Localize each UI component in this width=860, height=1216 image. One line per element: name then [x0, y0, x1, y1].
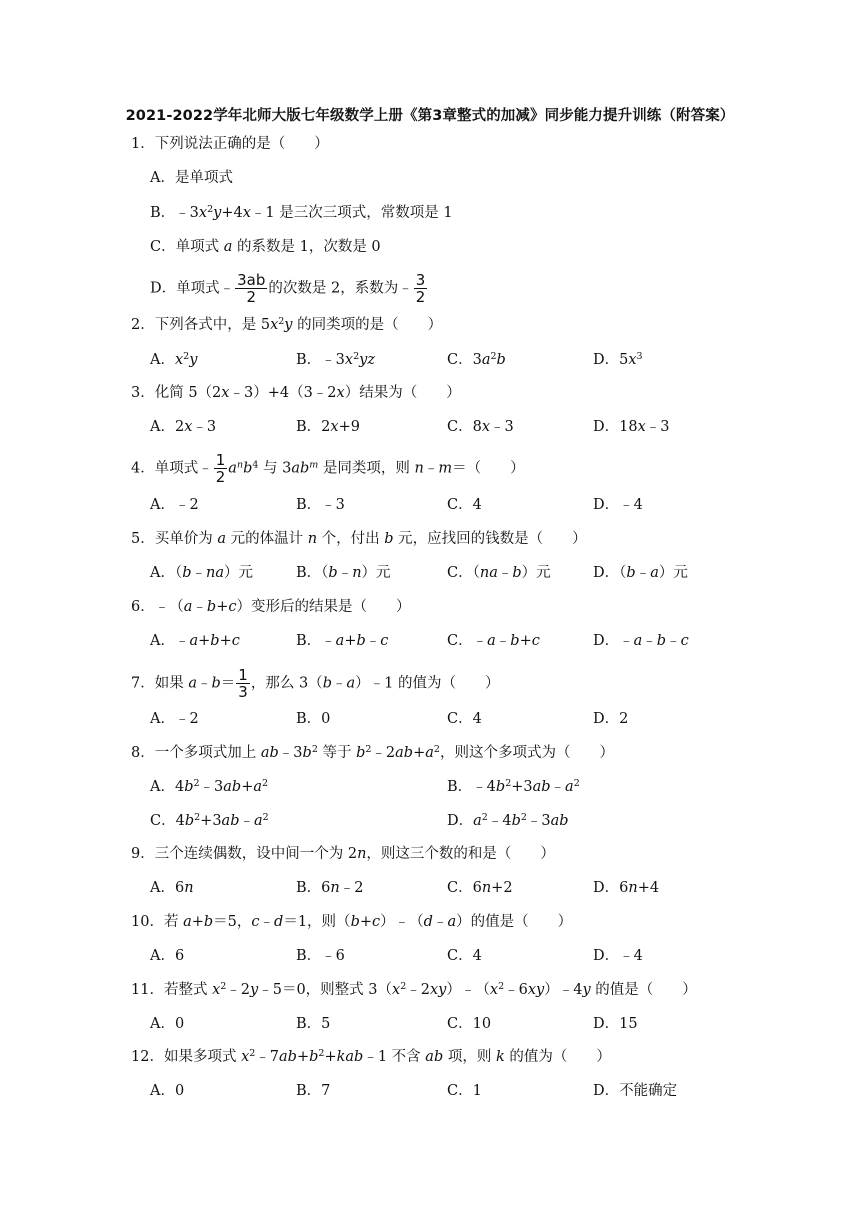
- question-10-option-c: C．4: [447, 948, 482, 964]
- question-9-option-a: A．6n: [150, 880, 194, 896]
- question-9-stem: 9．三个连续偶数，设中间一个为 2n，则这三个数的和是（ ）: [131, 846, 555, 862]
- question-6-option-d: D．﹣a﹣b﹣c: [593, 633, 689, 649]
- question-7-option-d: D．2: [593, 711, 629, 727]
- question-7-option-a: A．﹣2: [150, 711, 199, 727]
- question-4-option-b: B．﹣3: [296, 497, 345, 513]
- question-6-stem: 6．﹣（a﹣b+c）变形后的结果是（ ）: [131, 599, 411, 615]
- document-title: 2021-2022学年北师大版七年级数学上册《第3章整式的加减》同步能力提升训练（附答案）: [125, 108, 735, 124]
- question-11-option-a: A．0: [150, 1016, 185, 1032]
- question-2-option-d: D．$5x^3$: [593, 351, 643, 368]
- question-10-option-a: A．6: [150, 948, 185, 964]
- question-4-option-d: D．﹣4: [593, 497, 643, 513]
- question-12-option-c: C．1: [447, 1083, 482, 1099]
- question-1-option-b: B．$﹣3x^2y+4x﹣1$ 是三次三项式，常数项是 1: [150, 204, 453, 221]
- question-4-option-a: A．﹣2: [150, 497, 199, 513]
- question-3-stem: 3．化简 5（2x﹣3）+4（3﹣2x）结果为（ ）: [131, 385, 461, 401]
- fraction-1-over-3: $\frac{1}{3}$: [238, 666, 248, 701]
- question-11-option-c: C．10: [447, 1016, 492, 1032]
- question-5-option-a: A．（b﹣na）元: [150, 565, 254, 581]
- question-9-option-d: D．6n+4: [593, 880, 660, 896]
- fraction-1-over-2: $\frac{1}{2}$: [215, 451, 226, 486]
- question-12-option-a: A．0: [150, 1083, 185, 1099]
- question-7-option-c: C．4: [447, 711, 482, 727]
- question-10-option-d: D．﹣4: [593, 948, 643, 964]
- question-9-option-c: C．6n+2: [447, 880, 513, 896]
- question-5-stem: 5．买单价为 a 元的体温计 n 个，付出 b 元，应找回的钱数是（ ）: [131, 531, 587, 547]
- question-2-option-a: A．$x^2y$: [150, 351, 198, 368]
- question-8-option-c: C．$4b^2+3ab﹣a^2$: [150, 812, 269, 829]
- question-2-option-b: B．$﹣3x^2yz$: [296, 351, 375, 368]
- question-11-stem: 11．若整式 $x^2﹣2y﹣5=0$，则整式 $3(x^2﹣2xy)﹣(x^2﹣6xy)﹣4y$ 的值是（ ）: [131, 981, 697, 998]
- question-2-stem: 2．下列各式中，是 $5x^2y$ 的同类项的是（ ）: [131, 316, 443, 333]
- question-10-stem: 10．若 a+b＝5，c﹣d＝1，则（b+c）﹣（d﹣a）的值是（ ）: [131, 914, 573, 930]
- question-1-option-a: A．是单项式: [150, 170, 233, 186]
- question-5-option-d: D．（b﹣a）元: [593, 565, 688, 581]
- question-8-stem: 8．一个多项式加上 $ab﹣3b^2$ 等于 $b^2﹣2ab+a^2$，则这个多项式为（ ）: [131, 744, 614, 761]
- question-8-option-d: D．$a^2﹣4b^2﹣3ab$: [447, 812, 569, 829]
- question-12-option-b: B．7: [296, 1083, 331, 1099]
- question-4-option-c: C．4: [447, 497, 482, 513]
- question-1-option-d: D．单项式﹣ $\frac{3ab}{2}$ 的次数是 2，系数为﹣ $\frac{3}{2}$: [150, 271, 426, 306]
- question-1-stem: 1．下列说法正确的是（ ）: [131, 136, 329, 152]
- question-6-option-c: C．﹣a﹣b+c: [447, 633, 540, 649]
- question-3-option-d: D．18x﹣3: [593, 419, 670, 435]
- question-7-stem: 7．如果 a﹣b＝ $\frac{1}{3}$ ，那么 3（b﹣a）﹣1 的值为（ ）: [131, 666, 500, 701]
- question-3-option-c: C．8x﹣3: [447, 419, 514, 435]
- question-5-option-b: B．（b﹣n）元: [296, 565, 391, 581]
- question-3-option-a: A．2x﹣3: [150, 419, 217, 435]
- question-12-option-d: D．不能确定: [593, 1083, 678, 1099]
- fraction-3ab-over-2: $\frac{3ab}{2}$: [237, 271, 266, 306]
- fraction-3-over-2: $\frac{3}{2}$: [415, 271, 426, 306]
- question-11-option-b: B．5: [296, 1016, 331, 1032]
- question-1-option-c: C．单项式 a 的系数是 1，次数是 0: [150, 239, 381, 255]
- question-11-option-d: D．15: [593, 1016, 638, 1032]
- question-8-option-a: A．$4b^2﹣3ab+a^2$: [150, 778, 269, 795]
- question-12-stem: 12．如果多项式 $x^2﹣7ab+b^2+kab﹣1$ 不含 ab 项，则 k 的值为（ ）: [131, 1048, 611, 1065]
- question-6-option-b: B．﹣a+b﹣c: [296, 633, 389, 649]
- question-2-option-c: C．$3a^2b$: [447, 351, 506, 368]
- question-9-option-b: B．6n﹣2: [296, 880, 364, 896]
- question-3-option-b: B．2x+9: [296, 419, 360, 435]
- question-7-option-b: B．0: [296, 711, 331, 727]
- question-4-stem: 4．单项式﹣ $\frac{1}{2}$ $a^nb^4$ 与 $3ab^m$ 是同类项，则 n﹣m＝（ ）: [131, 451, 525, 486]
- question-8-option-b: B．$﹣4b^2+3ab﹣a^2$: [447, 778, 580, 795]
- question-5-option-c: C．（na﹣b）元: [447, 565, 551, 581]
- question-10-option-b: B．﹣6: [296, 948, 345, 964]
- question-6-option-a: A．﹣a+b+c: [150, 633, 240, 649]
